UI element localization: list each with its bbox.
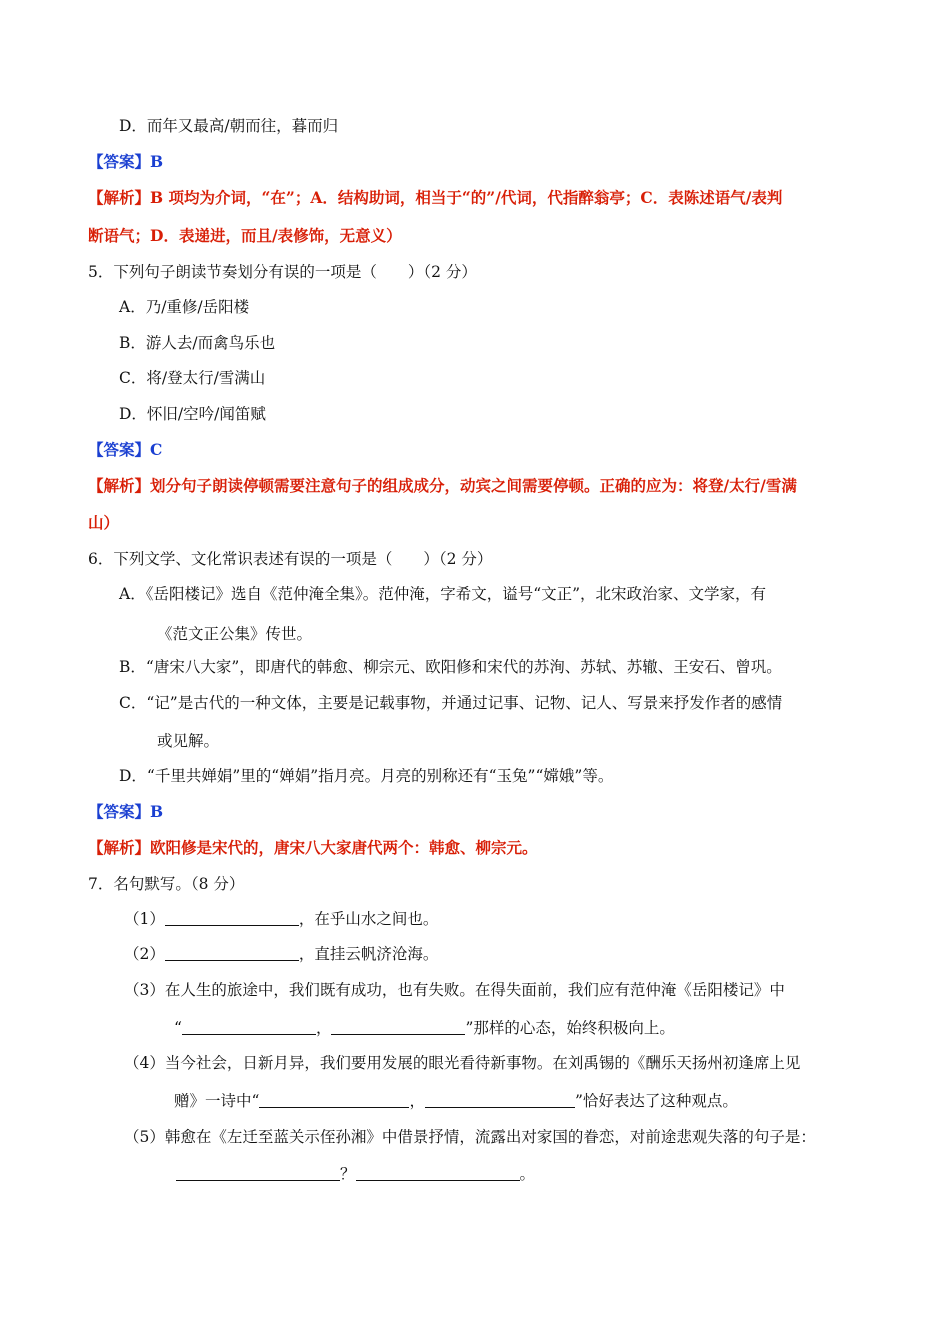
q7-item-5-line2 <box>176 1164 535 1184</box>
q5-explanation-line1 <box>88 476 797 496</box>
q5-option-a: A．乃/重修/岳阳楼 <box>119 298 250 316</box>
q5-option-d: D．怀旧/空吟/闻笛赋 <box>119 405 266 423</box>
answer-blank[interactable] <box>165 944 299 961</box>
comma: ， <box>409 1092 425 1110</box>
q5-explanation-line2: 山） <box>88 513 120 532</box>
q7-item-1 <box>124 909 438 929</box>
answer-tag: 【答案】 <box>88 152 151 171</box>
q6-option-c-line2: 或见解。 <box>157 732 220 750</box>
q6-option-a-line1: A．《岳阳楼记》选自《范仲淹全集》。范仲淹，字希文，谥号“文正”，北宋政治家、文学家，有 <box>119 585 767 603</box>
answer-value: B <box>150 152 164 171</box>
answer-tag: 【答案】 <box>88 440 151 459</box>
q7-item-5-line1: （5）韩愈在《左迁至蓝关示侄孙湘》中借景抒情，流露出对家国的眷恋，对前途悲观失落的句子是： <box>124 1128 816 1146</box>
answer-blank[interactable] <box>425 1091 575 1108</box>
answer-blank[interactable] <box>356 1164 520 1181</box>
question-mark: ？ <box>340 1165 356 1183</box>
answer-blank[interactable] <box>176 1164 340 1181</box>
q4-option-d: D．而年又最高/朝而往，暮而归 <box>119 117 339 135</box>
comma: ， <box>315 1019 332 1037</box>
answer-value: B <box>150 802 164 821</box>
q5-option-c: C．将/登太行/雪满山 <box>119 369 266 387</box>
q6-option-d: D．“千里共婵娟”里的“婵娟”指月亮。月亮的别称还有“玉兔”“嫦娥”等。 <box>119 767 614 785</box>
item-text: ，在乎山水之间也。 <box>298 910 439 928</box>
explanation-text: B 项均为介词，“在”；A．结构助词，相当于“的”/代词，代指醉翁亭；C．表陈述语气/表判 <box>150 188 783 207</box>
q5-option-b: B．游人去/而禽鸟乐也 <box>119 334 276 352</box>
q7-stem: 7．名句默写。（8 分） <box>88 875 245 893</box>
q5-answer <box>88 440 162 460</box>
q6-stem: 6．下列文学、文化常识表述有误的一项是（ ）（2 分） <box>88 550 493 568</box>
q7-item-3-line2 <box>174 1018 675 1038</box>
q6-answer <box>88 802 163 822</box>
q7-item-3-line1: （3）在人生的旅途中，我们既有成功，也有失败。在得失面前，我们应有范仲淹《岳阳楼记》中 <box>124 981 785 999</box>
explanation-text: 欧阳修是宋代的，唐宋八大家唐代两个：韩愈、柳宗元。 <box>150 838 538 857</box>
q7-item-2 <box>124 944 438 964</box>
item-number: （2） <box>124 945 165 963</box>
item-text: ”那样的心态，始终积极向上。 <box>465 1019 675 1037</box>
q6-explanation <box>88 838 538 858</box>
answer-tag: 【答案】 <box>88 802 151 821</box>
item-text: 赠》一诗中“ <box>174 1092 260 1110</box>
explanation-tag: 【解析】 <box>88 188 151 207</box>
explanation-tag: 【解析】 <box>88 838 151 857</box>
answer-blank[interactable] <box>259 1091 409 1108</box>
q6-option-b: B．“唐宋八大家”，即唐代的韩愈、柳宗元、欧阳修和宋代的苏洵、苏轼、苏辙、王安石、曾巩。 <box>119 658 782 676</box>
q7-item-4-line1: （4）当今社会，日新月异，我们要用发展的眼光看待新事物。在刘禹锡的《酬乐天扬州初逢席上见 <box>124 1054 801 1072</box>
explanation-tag: 【解析】 <box>88 476 151 495</box>
item-text: ”恰好表达了这种观点。 <box>574 1092 738 1110</box>
answer-blank[interactable] <box>165 909 299 926</box>
answer-blank[interactable] <box>182 1018 316 1035</box>
answer-value: C <box>150 440 163 459</box>
q7-item-4-line2 <box>174 1091 738 1111</box>
open-quote: “ <box>174 1019 182 1037</box>
item-number: （1） <box>124 910 165 928</box>
q4-explanation-line2: 断语气；D．表递进，而且/表修饰，无意义） <box>88 226 402 245</box>
q6-option-a-line2: 《范文正公集》传世。 <box>157 625 313 643</box>
q4-explanation-line1 <box>88 188 782 208</box>
item-text: ，直挂云帆济沧海。 <box>298 945 439 963</box>
q6-option-c-line1: C．“记”是古代的一种文体，主要是记载事物，并通过记事、记物、记人、写景来抒发作者的感情 <box>119 694 783 712</box>
period: 。 <box>519 1165 536 1183</box>
explanation-text: 划分句子朗读停顿需要注意句子的组成成分，动宾之间需要停顿。正确的应为：将登/太行/雪满 <box>150 476 797 495</box>
q4-answer <box>88 152 163 172</box>
q5-stem: 5．下列句子朗读节奏划分有误的一项是（ ）（2 分） <box>88 263 477 281</box>
answer-blank[interactable] <box>331 1018 465 1035</box>
